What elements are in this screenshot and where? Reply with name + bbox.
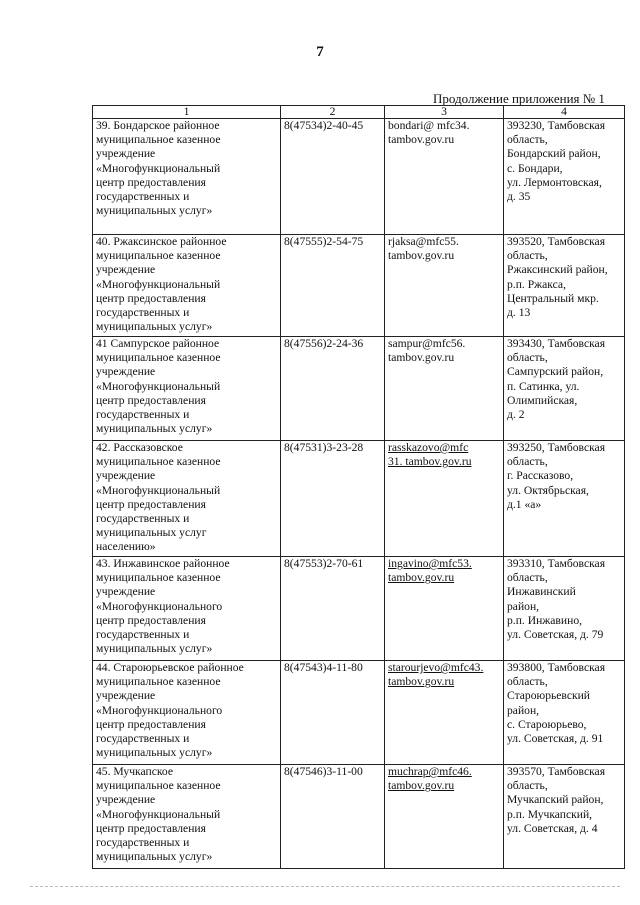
table-row — [93, 661, 625, 765]
table-row — [93, 441, 625, 557]
institution-name: 43. Инжавинское районное муниципальное казенное учреждение «Многофункционального центр предоставления государственных и муниципальных услуг» — [96, 557, 230, 656]
phone-cell — [281, 337, 385, 441]
phone-number: 8(47546)3-11-00 — [284, 765, 363, 778]
email-cell — [385, 337, 504, 441]
email-address: sampur@mfc56. tambov.gov.ru — [388, 337, 466, 365]
institution-name: 41 Сампурское районное муниципальное казенное учреждение «Многофункциональный центр предоставления государственных и муниципальных услуг» — [96, 337, 221, 436]
institution-name-cell — [93, 337, 281, 441]
postal-address: 393310, Тамбовская область, Инжавинский район, р.п. Инжавино, ул. Советская, д. 79 — [507, 557, 606, 642]
column-header-2: 2 — [281, 106, 385, 119]
email-cell — [385, 557, 504, 661]
page-bottom-divider — [30, 886, 620, 887]
phone-cell — [281, 661, 385, 765]
institution-name-cell — [93, 119, 281, 235]
address-cell — [504, 235, 625, 337]
table-row — [93, 765, 625, 869]
email-address: muchrap@mfc46. tambov.gov.ru — [388, 765, 472, 793]
email-cell — [385, 441, 504, 557]
email-cell — [385, 765, 504, 869]
phone-number: 8(47531)3-23-28 — [284, 441, 364, 454]
phone-cell — [281, 765, 385, 869]
institution-name: 45. Мучкапское муниципальное казенное учреждение «Многофункциональный центр предоставления государственных и муниципальных услуг» — [96, 765, 221, 864]
column-header-1: 1 — [93, 106, 281, 119]
institution-name: 42. Рассказовское муниципальное казенное учреждение «Многофункциональный центр предоставления государственных и муниципальных услуг населению» — [96, 441, 221, 554]
table-header-row — [93, 106, 625, 119]
column-header-4: 4 — [504, 106, 625, 119]
table-row — [93, 235, 625, 337]
institution-name-cell — [93, 661, 281, 765]
email-address: bondari@ mfc34. tambov.gov.ru — [388, 119, 470, 147]
address-cell — [504, 441, 625, 557]
phone-number: 8(47553)2-70-61 — [284, 557, 364, 570]
postal-address: 393800, Тамбовская область, Староюрьевский район, с. Староюрьево, ул. Советская, д. 91 — [507, 661, 606, 746]
postal-address: 393230, Тамбовская область, Бондарский район, с. Бондари, ул. Лермонтовская, д. 35 — [507, 119, 606, 204]
email-address: starourjevo@mfc43. tambov.gov.ru — [388, 661, 484, 689]
phone-cell — [281, 235, 385, 337]
address-cell — [504, 765, 625, 869]
address-cell — [504, 337, 625, 441]
email-cell — [385, 661, 504, 765]
address-cell — [504, 557, 625, 661]
column-header-3: 3 — [385, 106, 504, 119]
postal-address: 393520, Тамбовская область, Ржаксинский район, р.п. Ржакса, Центральный мкр. д. 13 — [507, 235, 608, 320]
postal-address: 393250, Тамбовская область, г. Рассказово, ул. Октябрьская, д.1 «а» — [507, 441, 606, 511]
page-number: 7 — [316, 44, 324, 60]
institution-name-cell — [93, 765, 281, 869]
phone-number: 8(47556)2-24-36 — [284, 337, 364, 350]
institution-name-cell — [93, 441, 281, 557]
mfc-registry-table — [92, 105, 625, 869]
appendix-continuation-note: Продолжение приложения № 1 — [433, 91, 605, 106]
phone-cell — [281, 441, 385, 557]
email-address: ingavino@mfc53. tambov.gov.ru — [388, 557, 472, 585]
address-cell — [504, 119, 625, 235]
email-cell — [385, 235, 504, 337]
phone-number: 8(47543)4-11-80 — [284, 661, 363, 674]
phone-number: 8(47534)2-40-45 — [284, 119, 364, 132]
institution-name-cell — [93, 235, 281, 337]
postal-address: 393430, Тамбовская область, Сампурский район, п. Сатинка, ул. Олимпийская, д. 2 — [507, 337, 606, 422]
institution-name: 40. Ржаксинское районное муниципальное казенное учреждение «Многофункциональный центр предоставления государственных и муниципальных услуг» — [96, 235, 227, 334]
table-row — [93, 337, 625, 441]
address-cell — [504, 661, 625, 765]
institution-name: 39. Бондарское районное муниципальное казенное учреждение «Многофункциональный центр предоставления государственных и муниципальных услуг» — [96, 119, 221, 218]
email-address: rasskazovo@mfc 31. tambov.gov.ru — [388, 441, 472, 469]
postal-address: 393570, Тамбовская область, Мучкапский район, р.п. Мучкапский, ул. Советская, д. 4 — [507, 765, 606, 835]
institution-name-cell — [93, 557, 281, 661]
phone-number: 8(47555)2-54-75 — [284, 235, 364, 248]
table-row — [93, 119, 625, 235]
email-cell — [385, 119, 504, 235]
table-row — [93, 557, 625, 661]
institution-name: 44. Староюрьевское районное муниципальное казенное учреждение «Многофункционального центр предоставления государственных и муниципальных услуг» — [96, 661, 244, 760]
email-address: rjaksa@mfc55. tambov.gov.ru — [388, 235, 459, 263]
phone-cell — [281, 557, 385, 661]
phone-cell — [281, 119, 385, 235]
